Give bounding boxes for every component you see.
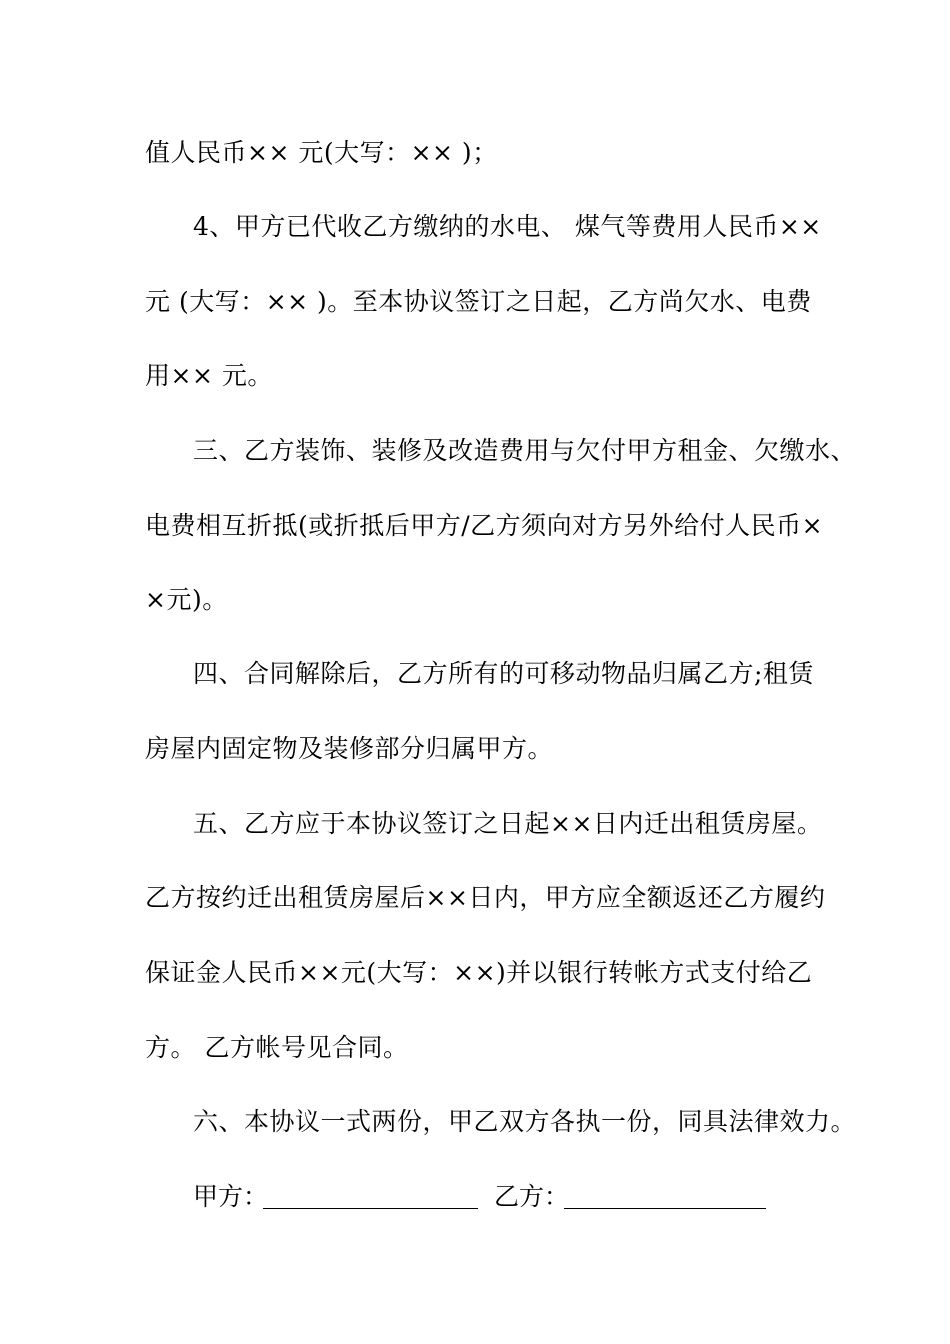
text-line-3: 元 (大写：×× )。至本协议签订之日起，乙方尚欠水、电费 [145, 287, 812, 316]
party-a-label: 甲方： [193, 1182, 269, 1211]
text-line-11: 乙方按约迁出租赁房屋后××日内，甲方应全额返还乙方履约 [145, 883, 826, 912]
text-line-10: 五、乙方应于本协议签订之日起××日内迁出租赁房屋。 [193, 809, 823, 838]
party-b-signature-line [564, 1208, 766, 1209]
text-line-9: 房屋内固定物及装修部分归属甲方。 [145, 734, 554, 763]
text-line-4: 用×× 元。 [145, 361, 273, 390]
text-line-5: 三、乙方装饰、装修及改造费用与欠付甲方租金、欠缴水、 [193, 436, 857, 465]
text-line-8: 四、合同解除后，乙方所有的可移动物品归属乙方;租赁 [193, 659, 814, 688]
party-a-signature-line [263, 1208, 478, 1209]
text-line-14: 六、本协议一式两份，甲乙双方各执一份，同具法律效力。 [193, 1107, 857, 1136]
text-line-2: 4、甲方已代收乙方缴纳的水电、 煤气等费用人民币×× [193, 212, 822, 241]
text-line-7: ×元)。 [145, 585, 228, 614]
party-b-label: 乙方： [494, 1182, 570, 1211]
text-line-12: 保证金人民币××元(大写：××)并以银行转帐方式支付给乙 [145, 958, 813, 987]
text-line-6: 电费相互折抵(或折抵后甲方/乙方须向对方另外给付人民币× [145, 511, 824, 540]
text-line-1: 值人民币×× 元(大写：×× )； [145, 138, 498, 167]
text-line-13: 方。 乙方帐号见合同。 [145, 1033, 409, 1062]
